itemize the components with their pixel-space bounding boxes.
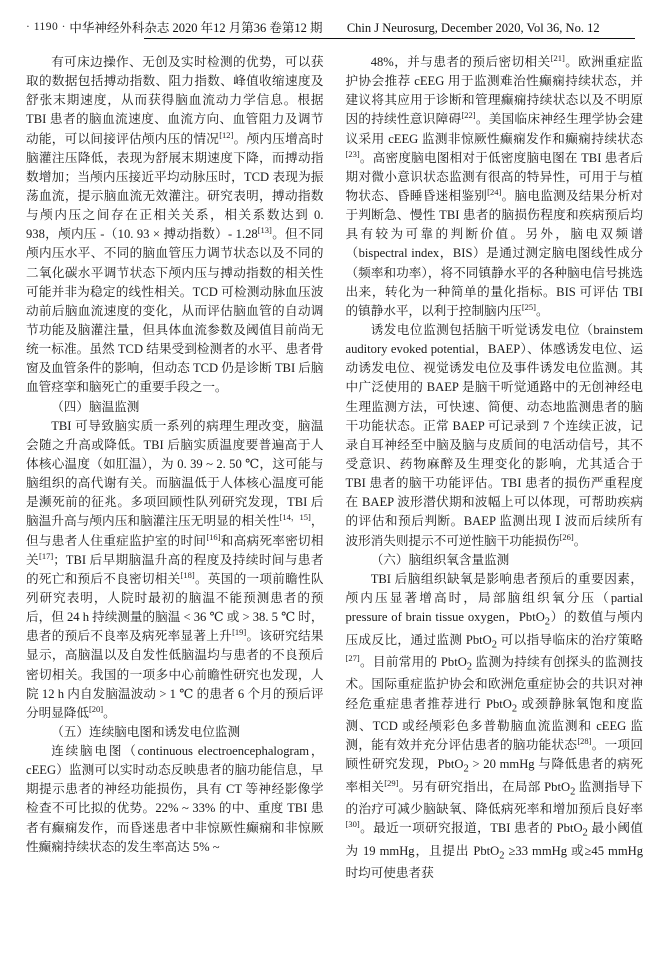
body-columns xyxy=(26,53,643,958)
right-column xyxy=(346,53,644,958)
paragraph: 有可床边操作、无创及实时检测的优势，可以获取的数据包括搏动指数、阻力指数、峰值收缩速度及舒张末期速度，从而获得脑血流动力学信息。根据 TBI 患者的脑血流速度、血流方向、血管阻力及调节动能，可以间接评估颅内压的情况[12]。颅内压增高时脑灌注压降低，表现为舒展末期速度下降，而搏动指数增加；当颅内压接近平均动脉压时，TCD 表现为振荡血流，提示脑血流无效灌注。研究表明，搏动指数与颅内压之间存在正相关关系，相关系数达到 0. 938，颅内压 -（10. 93 × 搏动指数）- 1.28[13]。但不同颅内压水平、不同的脑血管压力调节状态以及不同的二氧化碳水平调节状态下颅内压与搏动指数的相关性可能并非为稳定的线性相关。TCD 可检测动脉血压波动前后脑血流速度的变化，从而评估脑血管的自动调节功能及脑灌注量，但具体血流参数及阈值目前尚无统一标准。虽然 TCD 结果受到检测者的水平、患者骨窗及血管条件的影响，但动态 TCD 仍是诊断 TBI 后脑血管痉挛和脑死亡的重要手段之一。 xyxy=(26,55,324,395)
journal-title-cn: 中华神经外科杂志 2020 年12 月第36 卷第12 期 xyxy=(69,21,323,35)
paragraph: 连续脑电图（continuous electroencephalogram，cEEG）监测可以实时动态反映患者的脑功能信息，早期提示患者的神经功能损伤，具有 CT 等神经影像学检查不可比拟的优势。22% ~ 33% 的中、重度 TBI 患者有癫痫发作，而昏迷患者中非惊厥性癫痫和非惊厥性癫痫持续状态的发生率高达 5% ~ xyxy=(26,744,324,854)
paragraph: 诱发电位监测包括脑干听觉诱发电位（brainstem auditory evoked potential，BAEP）、体感诱发电位、运动诱发电位、视觉诱发电位及事件诱发电位监测。其中广泛使用的 BAEP 是脑干听觉通路中的无创神经电生理监测方法，可快速、简便、动态地监测患者的脑干功能状态。正常 BAEP 可记录到 7 个连续正波，记录自耳神经至中脑及脑与皮质间的电活动信号，其不受意识、药物麻醉及生理变化的影响，尤其适合于 TBI 患者的脑干功能评估。TBI 患者的损伤严重程度在 BAEP 波形潜伏期和波幅上可以体现，可帮助疾病的评估和预后判断。BAEP 监测出现 Ⅰ 波而后续所有波形消失则提示不可逆性脑干功能损伤[26]。 xyxy=(345,322,643,548)
journal-title-line xyxy=(69,18,599,36)
section-heading: （五）连续脑电图和诱发电位监测 xyxy=(51,724,241,739)
paragraph: TBI 可导致脑实质一系列的病理生理改变，脑温会随之升高或降低。TBI 后脑实质温度要普遍高于人体核心温度（如肛温），为 0. 39 ~ 2. 50 ℃，这可能与脑组织的高代谢有关。而脑温低于人体核心温度可能是濒死前的征兆。多项回顾性队列研究发现，TBI 后脑温升高与颅内压和脑灌注压无明显的相关性[14，15]，但与患者人住重症监护室的时间[16]和高病死率密切相关[17]；TBI 后早期脑温升高的程度及持续时间与患者的死亡和预后不良密切相关[18]。英国的一项前瞻性队列研究表明，人院时最初的脑温不能预测患者的预后，但 24 h 持续测量的脑温 < 36 ℃ 或 > 38. 5 ℃ 时，患者的预后不良率及病死率显著上升[19]。该研究结果显示，高脑温以及自发性低脑温均与患者的不良预后密切相关。我国的一项多中心前瞻性研究也发现，人院 12 h 内自发脑温波动 > 1 ℃ 的患者 6 个月的预后评分明显降低[20]。 xyxy=(26,418,324,720)
running-head xyxy=(26,18,643,44)
header-rule xyxy=(144,38,635,39)
page-number: · 1190 · xyxy=(26,21,66,33)
journal-title-en: Chin J Neurosurg, December 2020, Vol 36, No. 12 xyxy=(346,21,600,35)
section-heading: （四）脑温监测 xyxy=(51,399,140,414)
paragraph: 48%，并与患者的预后密切相关[21]。欧洲重症监护协会推荐 cEEG 用于监测难治性癫痫持续状态，并建议将其应用于诊断和管理癫痫持续状态以及不明原因的持续性意识障碍[22]。美国临床神经生理学协会建议采用 cEEG 监测非惊厥性癫痫发作和癫痫持续状态[23]。高密度脑电图相对于低密度脑电图在 TBI 患者后期对微小意识状态监测有很高的特异性，可用于与植物状态、昏睡昏迷相鉴别[24]。脑电监测及结果分析对于判断急、慢性 TBI 患者的脑损伤程度和疾病预后均具有较为可靠的判断价值。另外，脑电双频谱（bispectral index，BIS）是通过测定脑电图线性成分（频率和功率），将不同镇静水平的各种脑电信号挑选出来，转化为一种简单的量化指标。BIS 可评估 TBI 的镇静水平，以利于控制脑内压[25]。 xyxy=(345,52,644,318)
paragraph: TBI 后脑组织缺氧是影响患者预后的重要因素，颅内压显著增高时，局部脑组织氧分压（partial pressure of brain tissue oxygen，PbtO$_2$）的数值与颅内压成反比，通过监测 PbtO$_2$ 可以指导临床的治疗策略[27]。目前常用的 PbtO$_2$ 监测为持续有创探头的监测技术。国际重症监护协会和欧洲危重症协会的共识对神经危重症患者推荐进行 PbtO$_2$ 或颈静脉氧饱和度监测、TCD 或经颅彩色多普勒脑血流监测和 cEEG 监测，能有效并充分评估患者的脑功能状态[28]。一项回顾性研究发现，PbtO$_2$ > 20 mmHg 与降低患者的病死率相关[29]。另有研究指出，在局部 PbtO$_2$ 监测指导下的治疗可减少脑缺氧、降低病死率和增加预后良好率[30]。最近一项研究报道，TBI 患者的 PbtO$_2$ 最小阈值为 19 mmHg，且提出 PbtO$_2$ ≥33 mmHg 或≥45 mmHg 时均可使患者获 xyxy=(345,571,644,881)
left-column xyxy=(26,53,324,958)
section-heading: （六）脑组织氧含量监测 xyxy=(370,552,510,567)
